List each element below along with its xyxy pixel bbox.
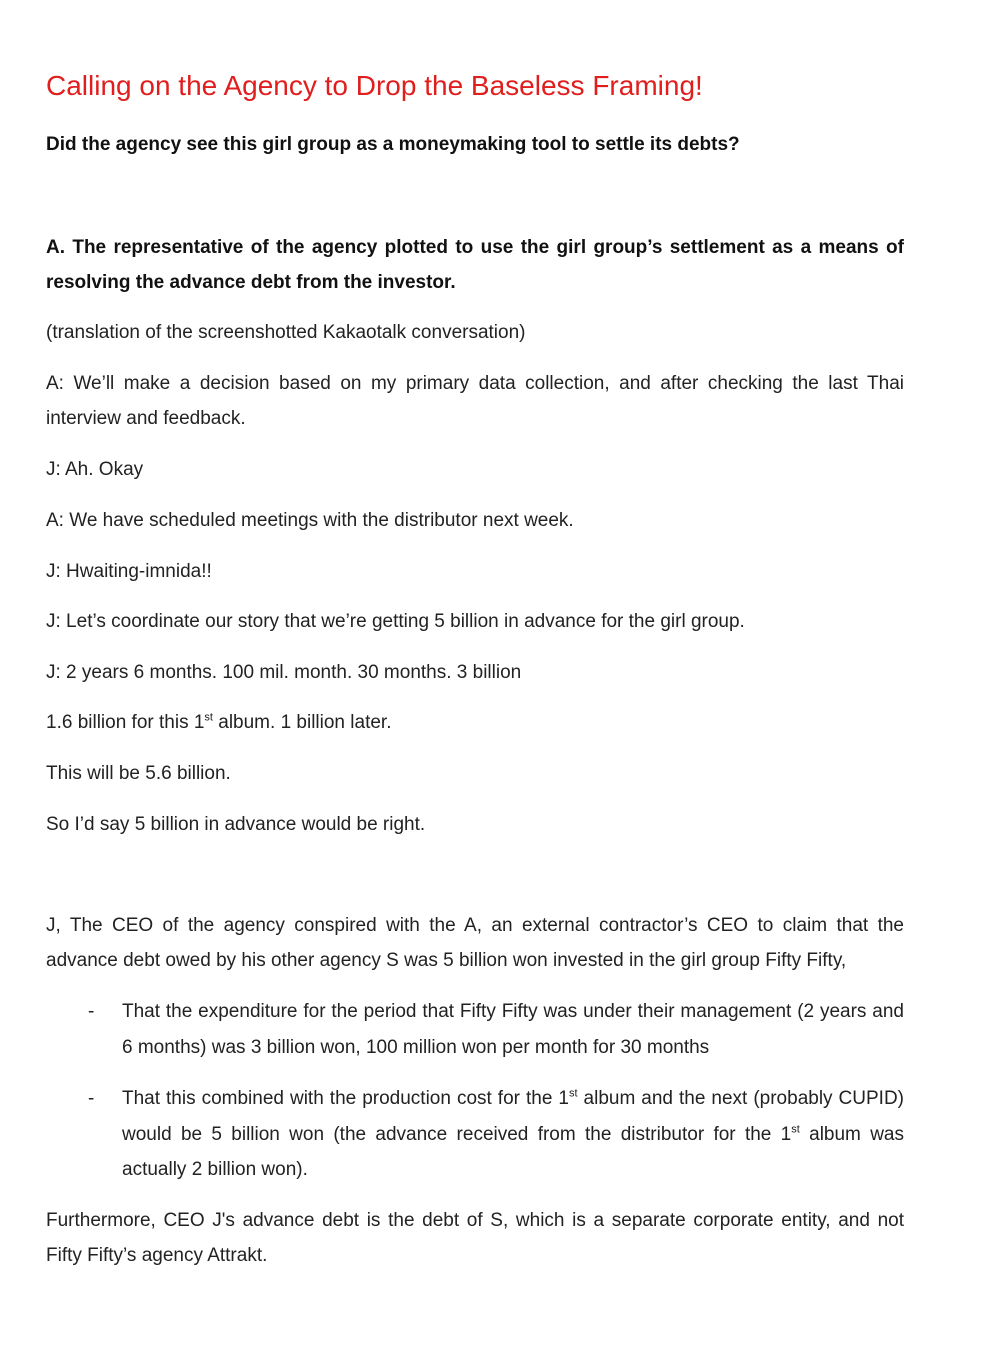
bullet-dash: -	[88, 1001, 95, 1022]
conversation-line: J: Ah. Okay	[46, 459, 144, 480]
bullet-sup: st	[568, 1087, 578, 1100]
bullet-dash: -	[88, 1088, 95, 1109]
conversation-line: A: We’ll make a decision based on my primary data collection, and after checking the last Thai interview and feedback.	[46, 373, 904, 429]
album-line-sup: st	[204, 711, 213, 724]
page-subtitle: Did the agency see this girl group as a moneymaking tool to settle its debts?	[46, 134, 740, 155]
album-line-before: 1.6 billion for this 1	[46, 712, 205, 733]
conversation-line: This will be 5.6 billion.	[46, 763, 231, 784]
album-line-after: album. 1 billion later.	[212, 712, 392, 733]
conversation-line-album	[46, 705, 391, 740]
conversation-line: J: Hwaiting-imnida!!	[46, 561, 212, 582]
bullet-text-part: album and the next (probably CUPID) would be 5 billion won (the advance received from the distributor for the 1	[122, 1088, 905, 1145]
conclusion-paragraph: Furthermore, CEO J's advance debt is the debt of S, which is a separate corporate entity, and not Fifty Fifty’s agency Attrakt.	[46, 1210, 904, 1266]
bullet-text	[122, 1081, 904, 1188]
bullet-text-part: That this combined with the production cost for the 1	[122, 1088, 569, 1109]
page-title: Calling on the Agency to Drop the Baseless Framing!	[46, 70, 703, 101]
conversation-line: J: Let’s coordinate our story that we’re getting 5 billion in advance for the girl group.	[46, 611, 745, 632]
conversation-line: A: We have scheduled meetings with the distributor next week.	[46, 510, 574, 531]
bullet-sup: st	[791, 1123, 800, 1136]
bullet-text: That the expenditure for the period that Fifty Fifty was under their management (2 years and 6 months) was 3 billion won, 100 million won per month for 30 months	[122, 1001, 904, 1058]
section-a-heading: A. The representative of the agency plotted to use the girl group’s settlement as a means of resolving the advance debt from the investor.	[46, 237, 904, 293]
bullet-text-part: album was actually 2 billion won).	[122, 1123, 904, 1180]
analysis-paragraph: J, The CEO of the agency conspired with the A, an external contractor’s CEO to claim that the advance debt owed by his other agency S was 5 billion won invested in the girl group Fifty Fifty,	[46, 915, 904, 971]
conversation-line: J: 2 years 6 months. 100 mil. month. 30 months. 3 billion	[46, 662, 522, 683]
document-page	[46, 0, 904, 1355]
conversation-line: So I’d say 5 billion in advance would be right.	[46, 814, 426, 835]
translation-note: (translation of the screenshotted Kakaotalk conversation)	[46, 322, 526, 343]
